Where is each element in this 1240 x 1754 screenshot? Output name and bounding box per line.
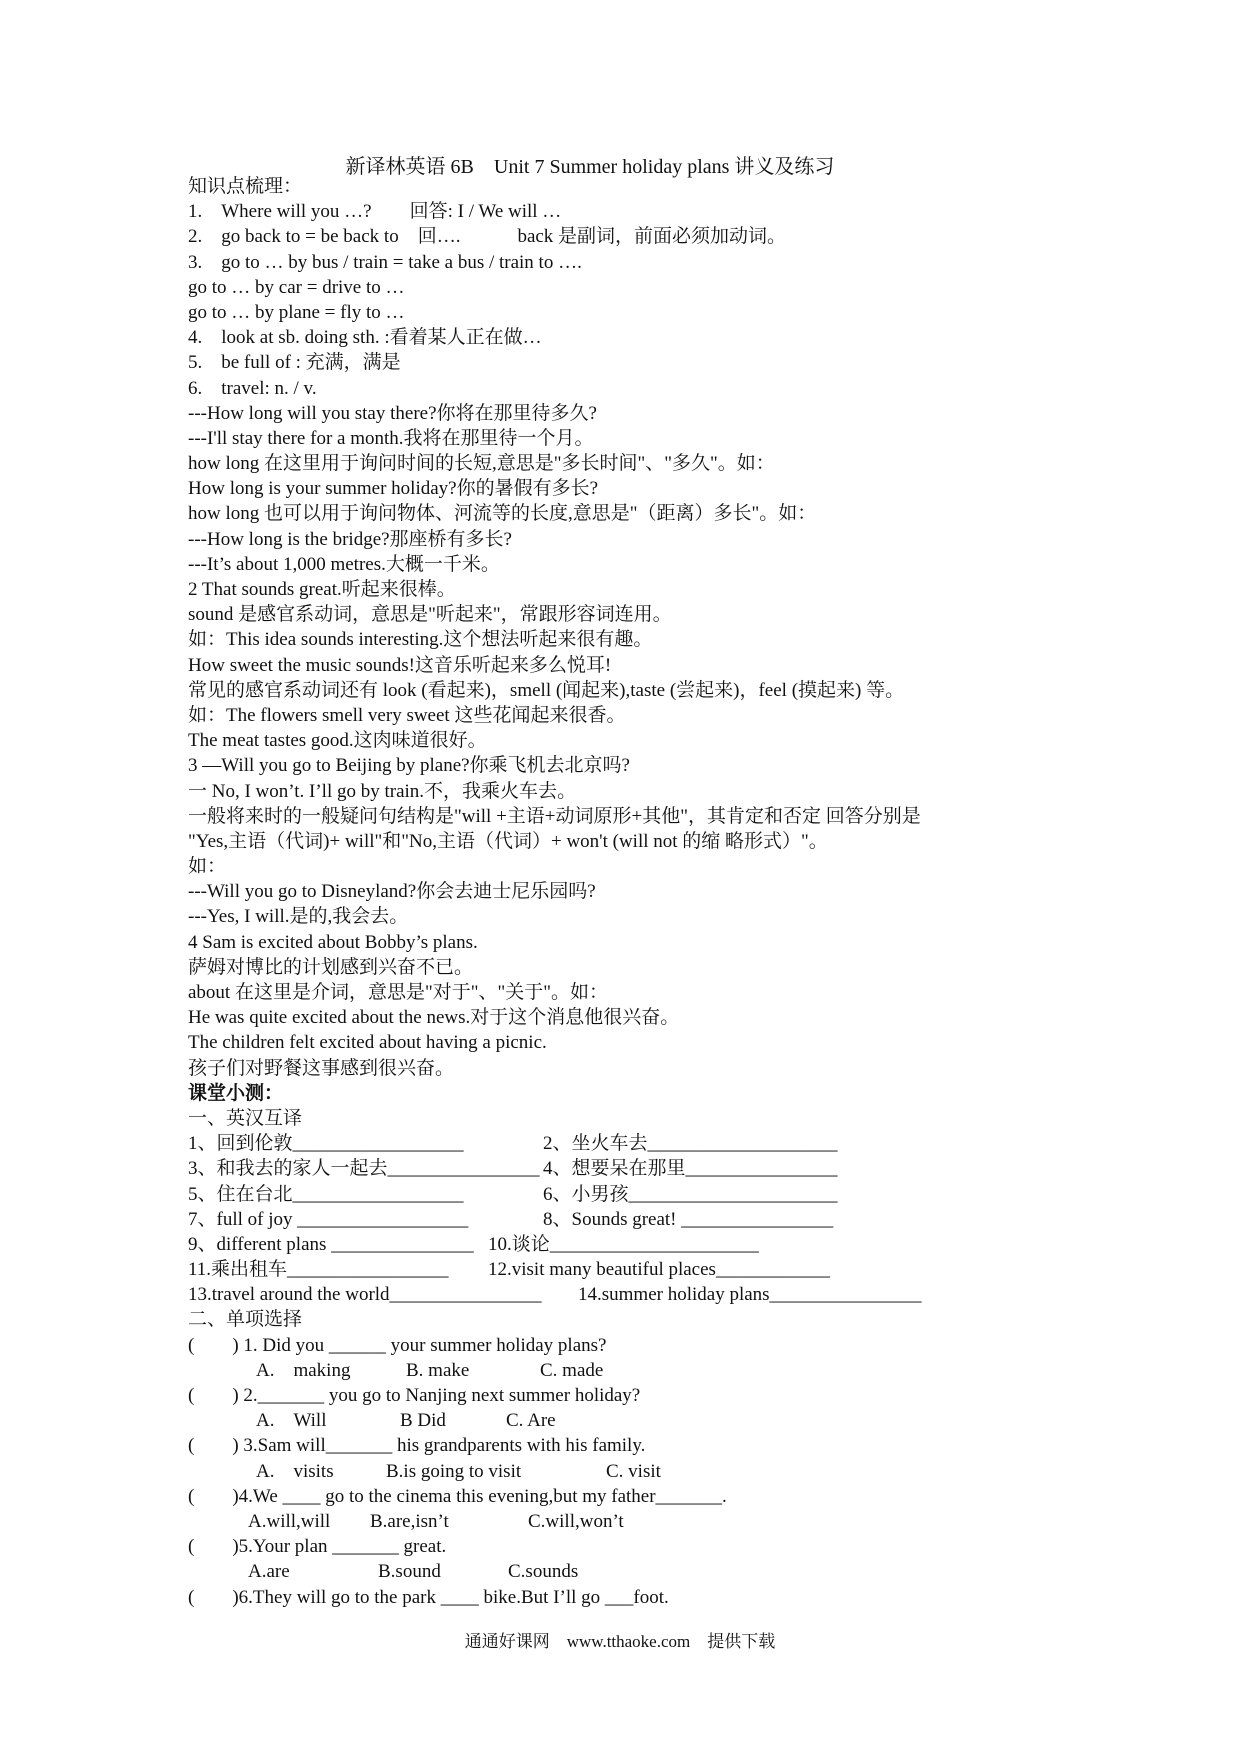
answer-options xyxy=(188,1358,1088,1383)
document-body xyxy=(188,174,1088,1610)
note-line: ---I'll stay there for a month.我将在那里待一个月。 xyxy=(188,427,594,449)
note-line: 如： xyxy=(188,856,227,878)
note-line: The meat tastes good.这肉味道很好。 xyxy=(188,730,487,752)
quiz-heading: 课堂小测： xyxy=(188,1082,284,1104)
answer-option: C. Are xyxy=(506,1410,556,1432)
translation-item: 7、full of joy __________________ xyxy=(188,1208,469,1230)
translation-row xyxy=(188,1207,1088,1232)
answer-option: A. making xyxy=(256,1359,351,1381)
note-line: 如：This idea sounds interesting.这个想法听起来很有趣。 xyxy=(188,629,653,651)
note-line: 3 —Will you go to Beijing by plane?你乘飞机去北京吗? xyxy=(188,755,630,777)
note-line: 一般将来时的一般疑问句结构是"will +主语+动词原形+其他"，其肯定和否定 回答分别是 xyxy=(188,805,921,827)
section-title: 一、英汉互译 xyxy=(188,1107,303,1129)
translation-row xyxy=(188,1182,1088,1207)
note-line: 2 That sounds great.听起来很棒。 xyxy=(188,579,456,600)
note-line: go to … by car = drive to … xyxy=(188,276,405,298)
answer-option: A. Will xyxy=(256,1410,327,1432)
note-line: 如：The flowers smell very sweet 这些花闻起来很香。 xyxy=(188,704,626,726)
translation-item: 12.visit many beautiful places____________ xyxy=(488,1259,830,1281)
translation-row xyxy=(188,1257,1088,1282)
note-line: 萨姆对博比的计划感到兴奋不已。 xyxy=(188,956,474,978)
answer-option: C.sounds xyxy=(508,1561,579,1583)
answer-options xyxy=(188,1459,1088,1484)
note-line: How long is your summer holiday?你的暑假有多长? xyxy=(188,478,599,500)
translation-row xyxy=(188,1156,1088,1181)
note-line: about 在这里是介词，意思是"对于"、"关于"。如： xyxy=(188,982,608,1003)
question: ( )5.Your plan _______ great. xyxy=(188,1536,447,1558)
question: ( ) 3.Sam will_______ his grandparents with his family. xyxy=(188,1435,646,1457)
section-title: 二、单项选择 xyxy=(188,1309,303,1331)
note-line: "Yes,主语（代词)+ will"和"No,主语（代词）+ won't (will not 的缩 略形式）"。 xyxy=(188,830,828,852)
note-line: ---Yes, I will.是的,我会去。 xyxy=(188,906,409,928)
translation-item: 8、Sounds great! ________________ xyxy=(543,1208,834,1230)
note-line: The children felt excited about having a picnic. xyxy=(188,1032,547,1054)
translation-item: 2、坐火车去____________________ xyxy=(543,1133,838,1155)
answer-option: C. made xyxy=(540,1359,604,1381)
answer-options xyxy=(188,1559,1088,1584)
note-line: 知识点梳理： xyxy=(188,176,303,197)
translation-item: 13.travel around the world________________ xyxy=(188,1284,542,1306)
translation-item: 1、回到伦敦__________________ xyxy=(188,1133,464,1155)
translation-item: 9、different plans _______________ xyxy=(188,1233,474,1255)
note-line: 4 Sam is excited about Bobby’s plans. xyxy=(188,931,478,953)
answer-option: A.will,will xyxy=(248,1510,331,1532)
note-line: 孩子们对野餐这事感到很兴奋。 xyxy=(188,1057,455,1079)
note-line: 1. Where will you …? 回答: I / We will … xyxy=(188,201,562,223)
note-line: ---It’s about 1,000 metres.大概一千米。 xyxy=(188,553,500,575)
question: ( )4.We ____ go to the cinema this evening,but my father_______. xyxy=(188,1485,727,1507)
answer-options xyxy=(188,1509,1088,1534)
answer-option: B. make xyxy=(406,1359,470,1381)
note-line: 2. go back to = be back to 回…. back 是副词，前面必须加动词。 xyxy=(188,226,787,248)
translation-item: 3、和我去的家人一起去________________ xyxy=(188,1158,540,1180)
note-line: go to … by plane = fly to … xyxy=(188,301,405,323)
note-line: how long 也可以用于询问物体、河流等的长度,意思是"（距离）多长"。如： xyxy=(188,503,817,525)
answer-options xyxy=(188,1408,1088,1433)
note-line: how long 在这里用于询问时间的长短,意思是"多长时间"、"多久"。如： xyxy=(188,453,775,475)
translation-row xyxy=(188,1131,1088,1156)
note-line: He was quite excited about the news.对于这个消息他很兴奋。 xyxy=(188,1007,680,1029)
translation-item: 14.summer holiday plans________________ xyxy=(578,1284,922,1306)
note-line: 5. be full of : 充满，满是 xyxy=(188,352,401,374)
translation-row xyxy=(188,1282,1088,1307)
question: ( )6.They will go to the park ____ bike.But I’ll go ___foot. xyxy=(188,1586,669,1608)
note-line: 3. go to … by bus / train = take a bus / train to …. xyxy=(188,251,582,273)
note-line: How sweet the music sounds!这音乐听起来多么悦耳! xyxy=(188,654,612,676)
translation-item: 6、小男孩______________________ xyxy=(543,1183,838,1205)
translation-item: 10.谈论______________________ xyxy=(488,1233,759,1255)
answer-option: B.are,isn’t xyxy=(370,1510,449,1532)
note-line: 一 No, I won’t. I’ll go by train.不，我乘火车去。 xyxy=(188,780,577,802)
note-line: sound 是感官系动词，意思是"听起来"，常跟形容词连用。 xyxy=(188,604,672,626)
question: ( ) 2._______ you go to Nanjing next summer holiday? xyxy=(188,1385,641,1406)
answer-option: A. visits xyxy=(256,1460,334,1482)
answer-option: A.are xyxy=(248,1561,290,1583)
translation-item: 5、住在台北__________________ xyxy=(188,1183,464,1205)
note-line: ---How long will you stay there?你将在那里待多久? xyxy=(188,402,597,424)
note-line: ---Will you go to Disneyland?你会去迪士尼乐园吗? xyxy=(188,881,596,903)
answer-option: C. visit xyxy=(606,1460,661,1482)
document-title: 新译林英语 6B Unit 7 Summer holiday plans 讲义及练习 xyxy=(345,156,835,178)
note-line: ---How long is the bridge?那座桥有多长? xyxy=(188,528,512,550)
answer-option: B Did xyxy=(400,1410,446,1432)
note-line: 常见的感官系动词还有 look (看起来)，smell (闻起来),taste (尝起来)，feel (摸起来) 等。 xyxy=(188,679,905,701)
note-line: 6. travel: n. / v. xyxy=(188,377,317,399)
answer-option: C.will,won’t xyxy=(528,1510,624,1532)
answer-option: B.is going to visit xyxy=(386,1460,522,1482)
translation-item: 11.乘出租车_________________ xyxy=(188,1259,449,1281)
translation-row xyxy=(188,1232,1088,1257)
translation-item: 4、想要呆在那里________________ xyxy=(543,1158,838,1180)
question: ( ) 1. Did you ______ your summer holiday plans? xyxy=(188,1334,607,1356)
answer-option: B.sound xyxy=(378,1561,441,1583)
note-line: 4. look at sb. doing sth. :看着某人正在做… xyxy=(188,327,542,349)
page-footer: 通通好课网 www.tthaoke.com 提供下载 xyxy=(464,1632,776,1651)
